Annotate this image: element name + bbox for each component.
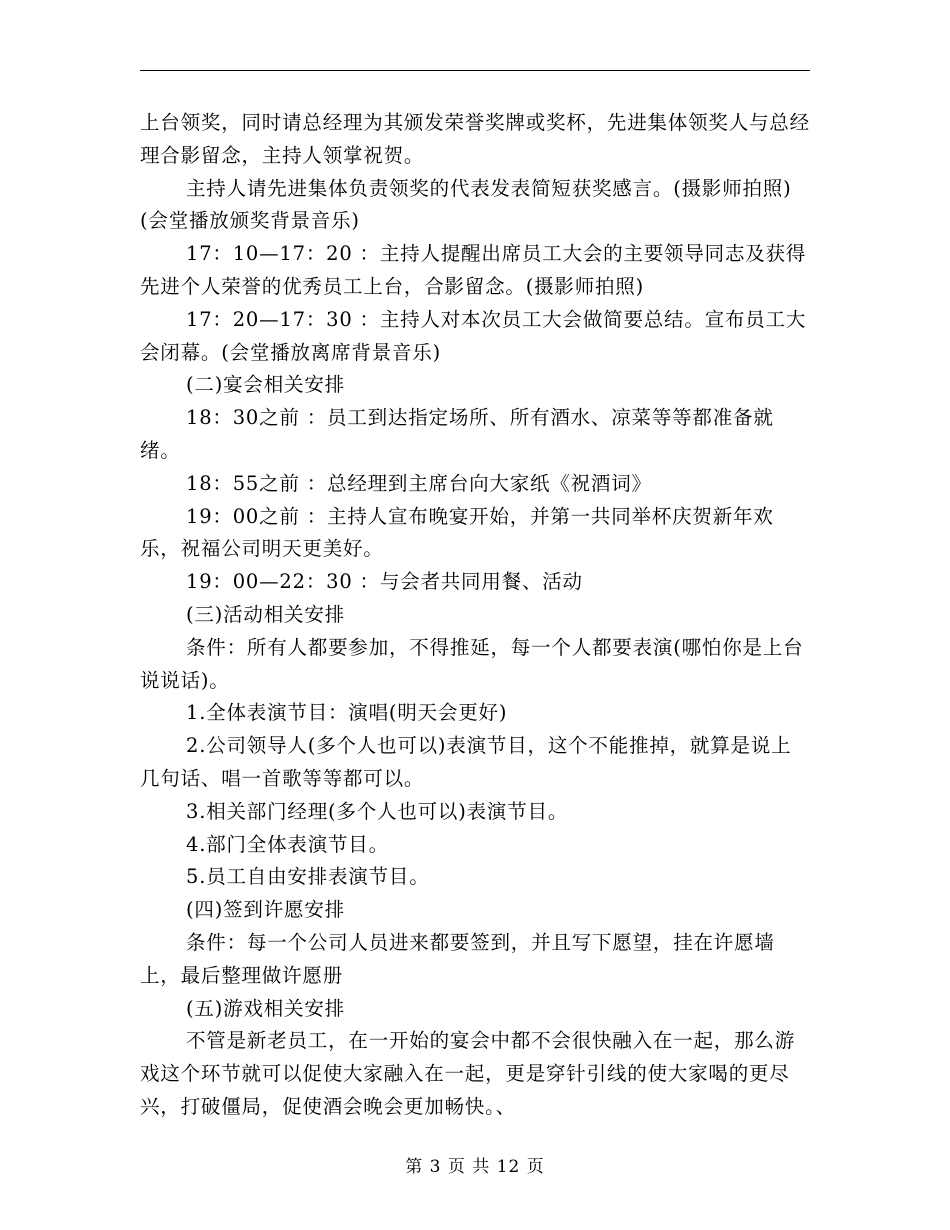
- paragraph: 条件：所有人都要参加，不得推延，每一个人都要表演(哪怕你是上台说说话)。: [140, 635, 804, 692]
- header-rule: [140, 70, 810, 71]
- paragraph: 19：00之前 ：主持人宣布晚宴开始，并第一共同举杯庆贺新年欢乐，祝福公司明天更美好。: [140, 504, 774, 561]
- section-heading: (五)游戏相关安排: [186, 996, 345, 1020]
- paragraph: 主持人请先进集体负责领奖的代表发表简短获奖感言。(摄影师拍照)(会堂播放颁奖背景音乐): [140, 176, 792, 233]
- list-item: 1.全体表演节目：演唱(明天会更好): [186, 701, 508, 725]
- list-item: 4.部门全体表演节目。: [186, 832, 389, 856]
- section-heading: (二)宴会相关安排: [186, 373, 345, 397]
- section-heading: (四)签到许愿安排: [186, 898, 345, 922]
- list-item: 3.相关部门经理(多个人也可以)表演节目。: [186, 799, 569, 823]
- paragraph: 不管是新老员工，在一开始的宴会中都不会很快融入在一起，那么游戏这个环节就可以促使大家融入在一起，更是穿针引线的使大家喝的更尽兴，打破僵局，促使酒会晚会更加畅快。、: [140, 1029, 796, 1118]
- list-item: 2.公司领导人(多个人也可以)表演节目，这个不能推掉，就算是说上几句话、唱一首歌等等都可以。: [140, 734, 792, 790]
- paragraph: 18：55之前 ：总经理到主席台向大家纸《祝酒词》: [186, 471, 652, 495]
- paragraph: 19：00—22：30 ：与会者共同用餐、活动: [186, 570, 583, 594]
- paragraph: 上台领奖，同时请总经理为其颁发荣誉奖牌或奖杯，先进集体领奖人与总经理合影留念，主持人领掌祝贺。: [140, 111, 810, 167]
- document-body: [140, 107, 810, 1124]
- section-heading: (三)活动相关安排: [186, 602, 345, 626]
- paragraph: 17：10—17：20 ：主持人提醒出席员工大会的主要领导同志及获得先进个人荣誉的优秀员工上台，合影留念。(摄影师拍照): [140, 242, 807, 298]
- page-number: 第 3 页 共 12 页: [405, 1157, 545, 1177]
- paragraph: 条件：每一个公司人员进来都要签到，并且写下愿望，挂在许愿墙上，最后整理做许愿册: [140, 930, 775, 987]
- paragraph: 17：20—17：30 ：主持人对本次员工大会做简要总结。宣布员工大会闭幕。(会堂播放离席背景音乐): [140, 307, 807, 364]
- paragraph: 18：30之前 ：员工到达指定场所、所有酒水、凉菜等等都准备就绪。: [140, 406, 774, 462]
- list-item: 5.员工自由安排表演节目。: [186, 865, 430, 889]
